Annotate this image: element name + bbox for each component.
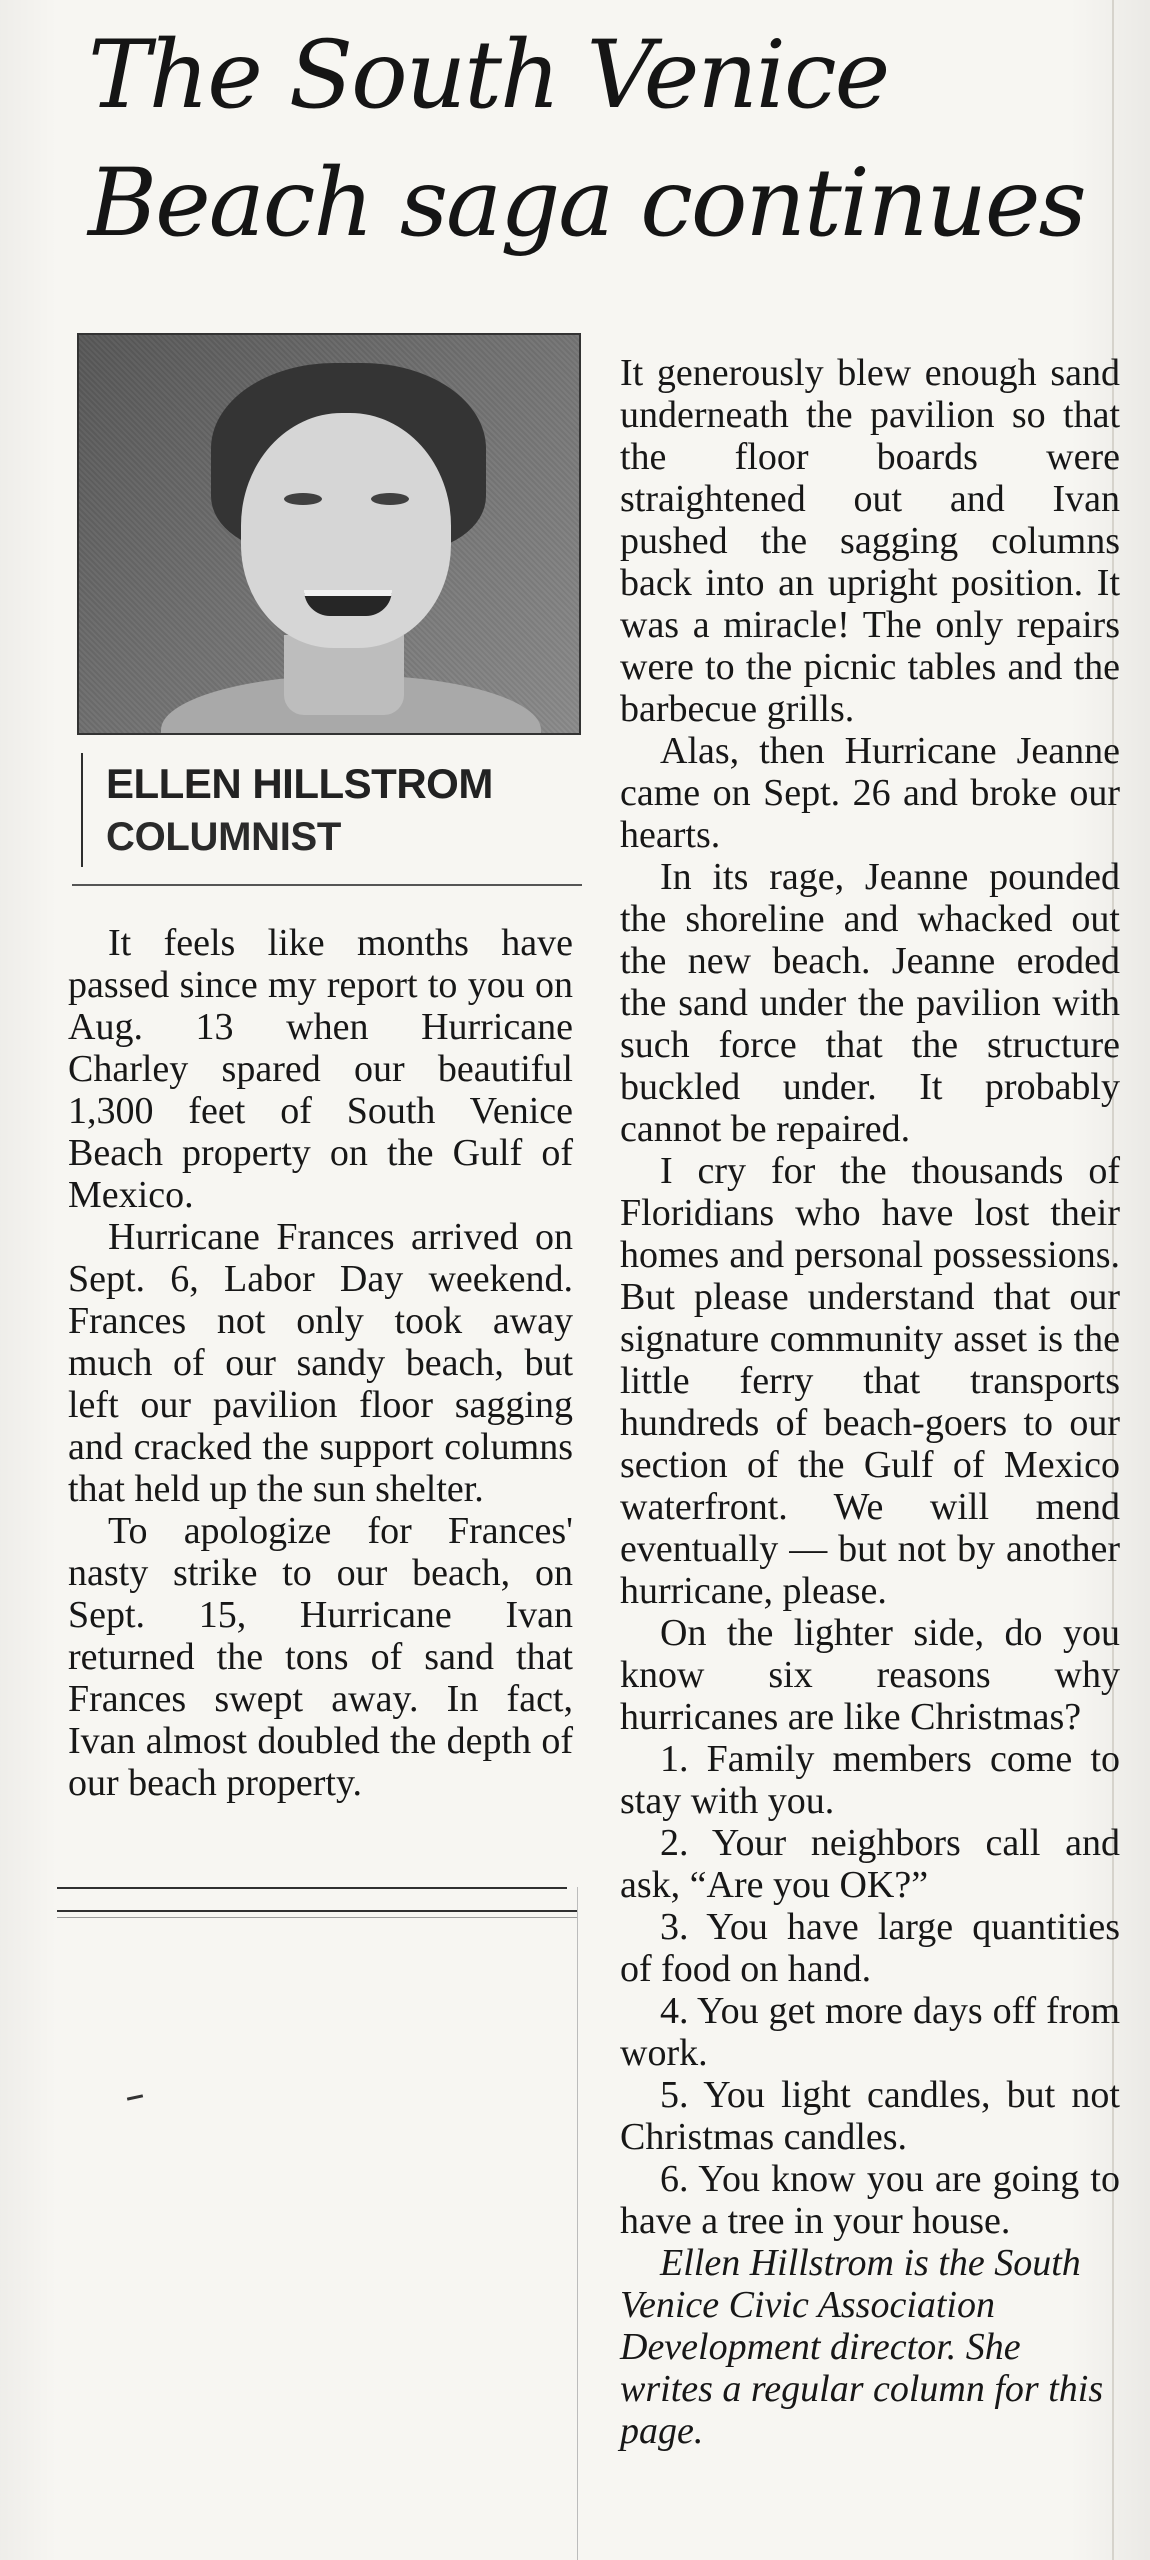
photo-smile xyxy=(304,590,392,616)
photo-right-eye xyxy=(371,493,409,505)
list-item: 2. Your neighbors call and ask, “Are you OK?” xyxy=(620,1822,1120,1906)
article-column-1 xyxy=(68,922,573,1804)
column-end-rule xyxy=(57,1887,567,1889)
author-name: ELLEN HILLSTROM xyxy=(106,760,493,807)
article-headline xyxy=(88,12,1098,268)
byline-rule xyxy=(81,753,83,867)
byline-box xyxy=(72,736,582,886)
list-item: 5. You light candles, but not Christmas candles. xyxy=(620,2074,1120,2158)
list-item: 3. You have large quantities of food on hand. xyxy=(620,1906,1120,1990)
paragraph: It feels like months have passed since my report to you on Aug. 13 when Hurricane Charley spared our beautiful 1,300 feet of South Venice Beach property on the Gulf of Mexico. xyxy=(68,922,573,1216)
headline-line-2: Beach saga continues xyxy=(88,149,1085,258)
list-item: 1. Family members come to stay with you. xyxy=(620,1738,1120,1822)
paragraph: It generously blew enough sand underneath the pavilion so that the floor boards were straightened out and Ivan pushed the sagging columns back into an upright position. It was a miracle! The only repairs were to the picnic tables and the barbecue grills. xyxy=(620,352,1120,730)
paragraph: I cry for the thousands of Floridians who have lost their homes and personal possessions. But please understand that our signature community asset is the little ferry that transports hundreds of beach-goers to our section of the Gulf of Mexico waterfront. We will mend eventually — but not by another hurricane, please. xyxy=(620,1150,1120,1612)
paragraph: Alas, then Hurricane Jeanne came on Sept. 26 and broke our hearts. xyxy=(620,730,1120,856)
author-bio: Ellen Hillstrom is the South Venice Civic Association Development director. She writes a regular column for this page. xyxy=(620,2242,1104,2452)
photo-left-eye xyxy=(284,493,322,505)
paragraph: On the lighter side, do you know six reasons why hurricanes are like Christmas? xyxy=(620,1612,1120,1738)
list-item: 6. You know you are going to have a tree in your house. xyxy=(620,2158,1120,2242)
author-photo xyxy=(77,333,581,735)
paragraph: To apologize for Frances' nasty strike to our beach, on Sept. 15, Hurricane Ivan returned the tons of sand that Frances swept away. In fact, Ivan almost doubled the depth of our beach property. xyxy=(68,1510,573,1804)
clipping-fold-line xyxy=(577,1887,578,2560)
ink-mark xyxy=(127,2094,143,2100)
paragraph: Hurricane Frances arrived on Sept. 6, Labor Day weekend. Frances not only took away much of our sandy beach, but left our pavilion floor sagging and cracked the support columns that held up the sun shelter. xyxy=(68,1216,573,1510)
paragraph: In its rage, Jeanne pounded the shoreline and whacked out the new beach. Jeanne eroded the sand under the pavilion with such force that the structure buckled under. It probably cannot be repaired. xyxy=(620,856,1120,1150)
headline-line-1: The South Venice xyxy=(88,21,889,130)
author-role: COLUMNIST xyxy=(106,815,342,859)
double-rule xyxy=(57,1910,577,1918)
article-column-2 xyxy=(620,352,1120,2452)
list-item: 4. You get more days off from work. xyxy=(620,1990,1120,2074)
